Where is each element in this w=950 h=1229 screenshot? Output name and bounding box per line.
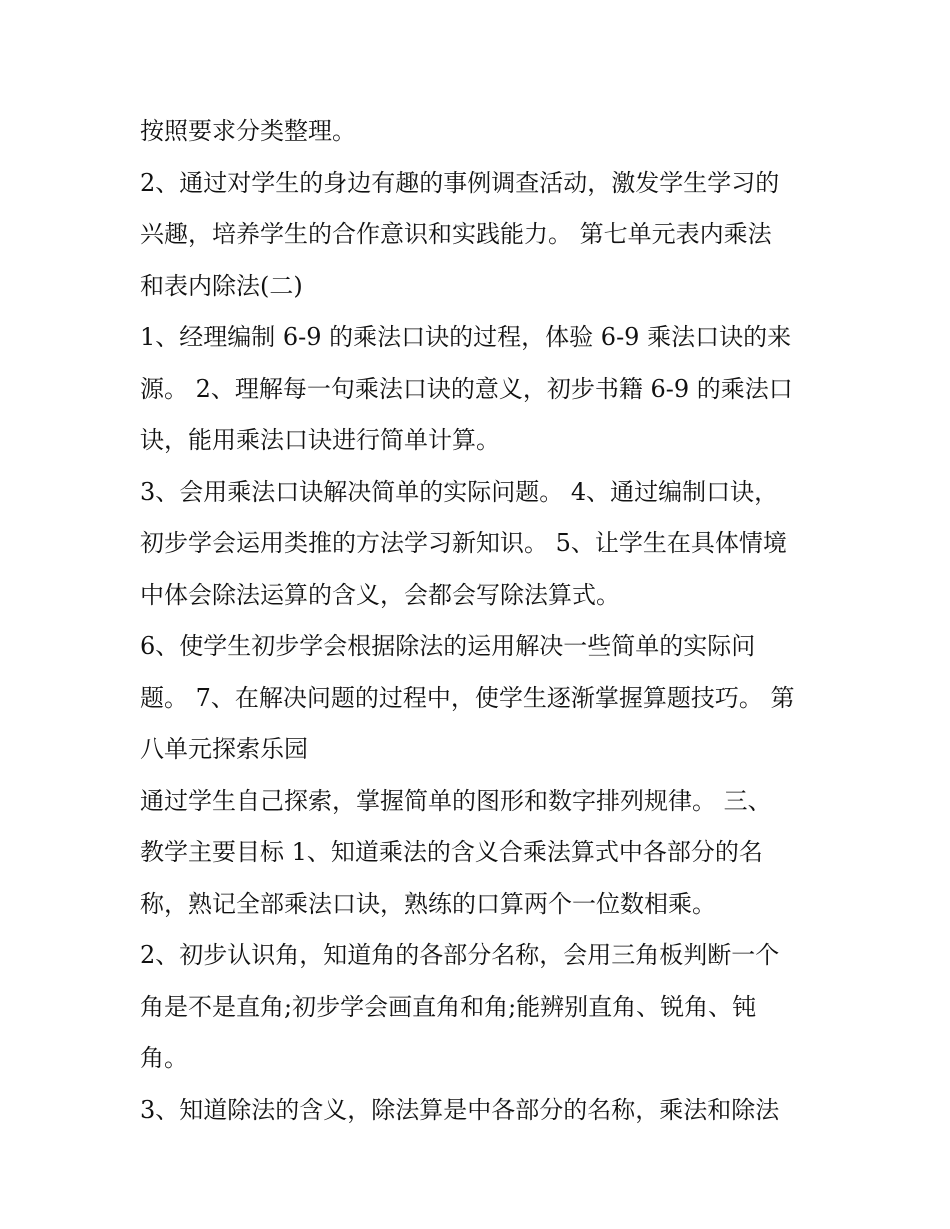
text-line: 诀，能用乘法口诀进行简单计算。 bbox=[140, 426, 500, 454]
text-line: 按照要求分类整理。 bbox=[140, 117, 356, 145]
text-line: 教学主要目标 1、知道乘法的含义合乘法算式中各部分的名 bbox=[140, 838, 763, 866]
text-line: 称，熟记全部乘法口诀，熟练的口算两个一位数相乘。 bbox=[140, 889, 716, 918]
text-line: 1、经理编制 6-9 的乘法口诀的过程，体验 6-9 乘法口诀的来 bbox=[140, 323, 792, 351]
text-line: 3、会用乘法口诀解决简单的实际问题。 4、通过编制口诀， bbox=[140, 477, 779, 506]
text-line: 中体会除法运算的含义，会都会写除法算式。 bbox=[140, 580, 620, 609]
body-text bbox=[140, 106, 830, 1136]
text-line: 初步学会运用类推的方法学习新知识。 5、让学生在具体情境 bbox=[140, 529, 787, 557]
text-line: 6、使学生初步学会根据除法的运用解决一些简单的实际问 bbox=[140, 632, 756, 660]
text-line: 八单元探索乐园 bbox=[140, 735, 308, 763]
text-line: 2、通过对学生的身边有趣的事例调查活动，激发学生学习的 bbox=[140, 168, 780, 197]
text-line: 通过学生自己探索，掌握简单的图形和数字排列规律。 三、 bbox=[140, 786, 772, 815]
text-line: 题。 7、在解决问题的过程中，使学生逐渐掌握算题技巧。 第 bbox=[140, 683, 795, 712]
text-line: 角是不是直角;初步学会画直角和角;能辨别直角、锐角、钝 bbox=[140, 992, 757, 1021]
text-line: 3、知道除法的含义，除法算是中各部分的名称，乘法和除法 bbox=[140, 1095, 780, 1124]
text-line: 2、初步认识角，知道角的各部分名称，会用三角板判断一个 bbox=[140, 941, 780, 969]
text-line: 角。 bbox=[140, 1044, 188, 1072]
text-line: 源。 2、理解每一句乘法口诀的意义，初步书籍 6-9 的乘法口 bbox=[140, 374, 793, 403]
text-line: 兴趣，培养学生的合作意识和实践能力。 第七单元表内乘法 bbox=[140, 220, 772, 248]
text-line: 和表内除法(二) bbox=[140, 271, 303, 300]
